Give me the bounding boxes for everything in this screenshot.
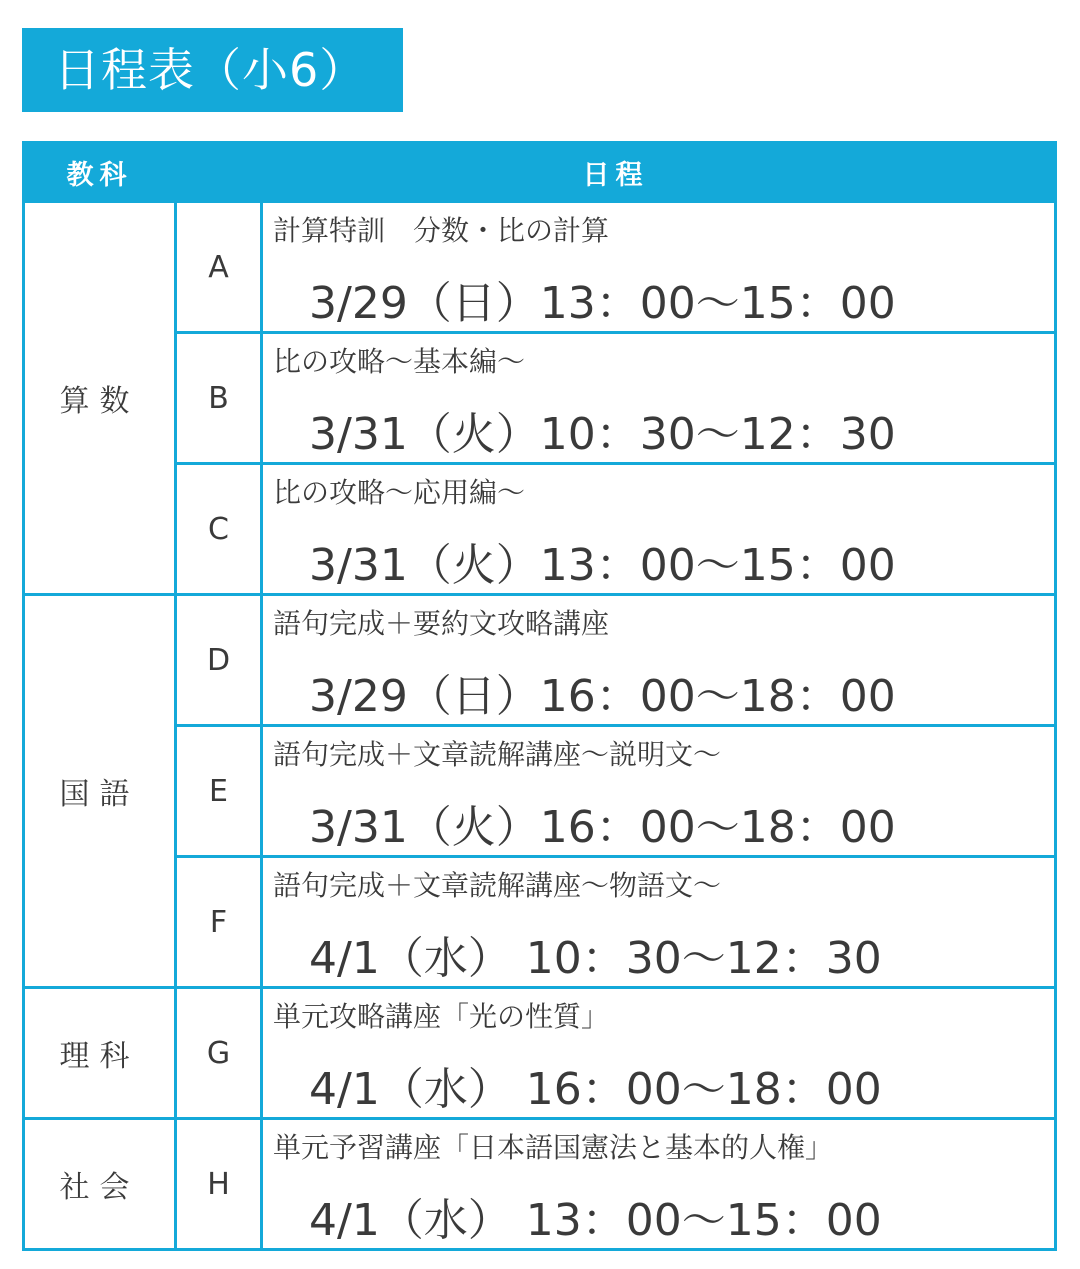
course-name: 語句完成＋文章読解講座〜物語文〜	[273, 869, 722, 902]
table-row	[24, 202, 1056, 333]
course-time: 4/1（水） 13：00〜15：00	[309, 1195, 882, 1246]
table-row	[24, 988, 1056, 1119]
header-schedule: 日程	[176, 143, 1056, 202]
course-code: F	[176, 857, 262, 988]
table-row	[24, 726, 1056, 857]
subject-cell: 社会	[24, 1119, 176, 1250]
course-cell	[262, 1119, 1056, 1250]
subject-cell: 理科	[24, 988, 176, 1119]
course-name: 計算特訓 分数・比の計算	[273, 214, 610, 247]
table-row	[24, 595, 1056, 726]
course-code: G	[176, 988, 262, 1119]
schedule-table	[22, 141, 1057, 1251]
subject-cell: 国語	[24, 595, 176, 988]
course-cell	[262, 857, 1056, 988]
table-header	[24, 143, 1056, 202]
course-time: 3/29（日）16：00〜18：00	[309, 671, 896, 722]
table-row	[24, 464, 1056, 595]
course-time: 4/1（水） 16：00〜18：00	[309, 1064, 882, 1115]
table-row	[24, 333, 1056, 464]
header-subject: 教科	[24, 143, 176, 202]
course-code: B	[176, 333, 262, 464]
course-cell	[262, 333, 1056, 464]
course-cell	[262, 202, 1056, 333]
table-row	[24, 1119, 1056, 1250]
course-cell	[262, 464, 1056, 595]
course-name: 単元予習講座「日本語国憲法と基本的人権」	[273, 1131, 834, 1164]
subject-cell: 算数	[24, 202, 176, 595]
table-row	[24, 857, 1056, 988]
course-time: 3/29（日）13：00〜15：00	[309, 278, 896, 329]
course-cell	[262, 595, 1056, 726]
course-time: 4/1（水） 10：30〜12：30	[309, 933, 882, 984]
course-code: E	[176, 726, 262, 857]
course-time: 3/31（火）10：30〜12：30	[309, 409, 896, 460]
course-code: H	[176, 1119, 262, 1250]
course-name: 単元攻略講座「光の性質」	[273, 1000, 610, 1033]
course-name: 語句完成＋要約文攻略講座	[273, 607, 610, 640]
course-time: 3/31（火）16：00〜18：00	[309, 802, 896, 853]
course-code: A	[176, 202, 262, 333]
course-name: 比の攻略〜基本編〜	[273, 345, 526, 378]
course-time: 3/31（火）13：00〜15：00	[309, 540, 896, 591]
course-name: 比の攻略〜応用編〜	[273, 476, 526, 509]
course-code: D	[176, 595, 262, 726]
course-cell	[262, 726, 1056, 857]
course-cell	[262, 988, 1056, 1119]
page-title: 日程表（小6）	[22, 28, 403, 112]
course-code: C	[176, 464, 262, 595]
course-name: 語句完成＋文章読解講座〜説明文〜	[273, 738, 722, 771]
